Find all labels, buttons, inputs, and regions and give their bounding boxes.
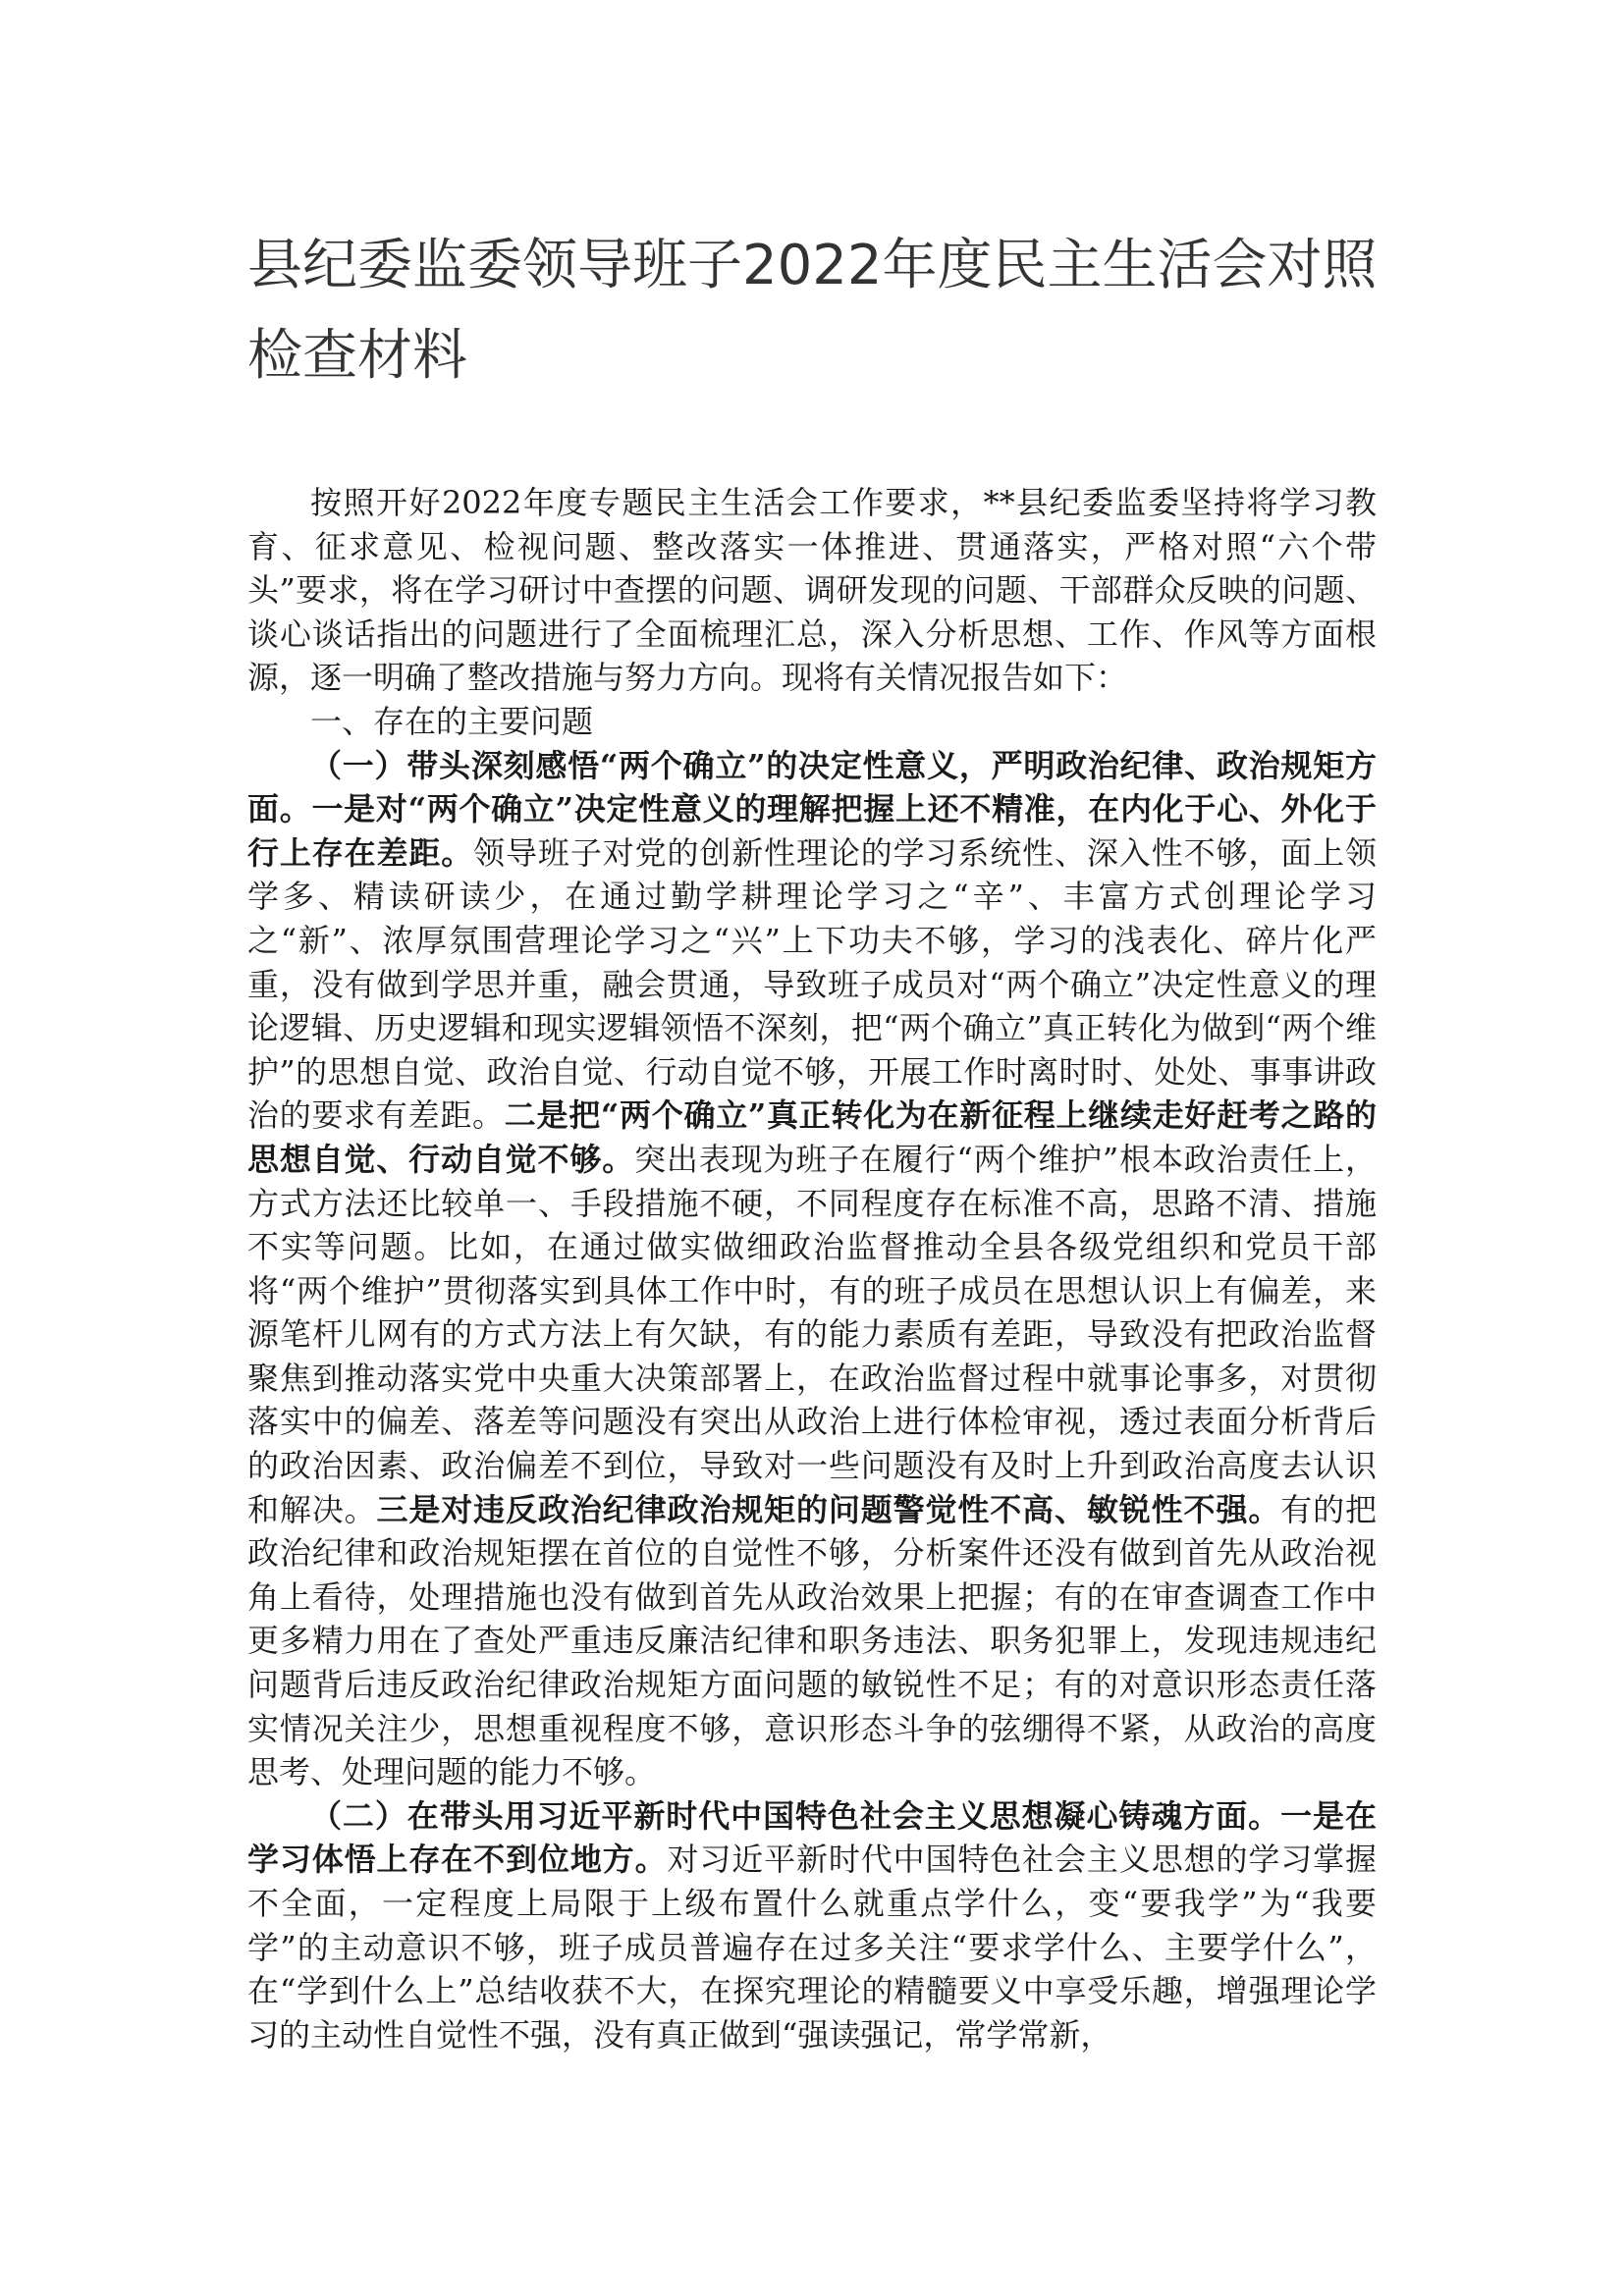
bold-lead: 三是对违反政治纪律政治规矩的问题警觉性不高、敏锐性不强。 <box>376 1490 1281 1528</box>
paragraph-text: 有的把政治纪律和政治规矩摆在首位的自觉性不够，分析案件还没有做到首先从政治视角上看待，处理措施也没有做到首先从政治效果上把握；有的在审查调查工作中更多精力用在了查处严重违反廉洁纪律和职务违法、职务犯罪上，发现违规违纪问题背后违反政治纪律政治规矩方面问题的敏锐性不足；有的对意识形态责任落实情况关注少，思想重视程度不够，意识形态斗争的弦绷得不紧，从政治的高度思考、处理问题的能力不够。 <box>247 1490 1377 1791</box>
section-heading: 一、存在的主要问题 <box>310 702 594 740</box>
bold-lead: （一）带头深刻感悟“两个确立”的决定性意义，严明政治纪律、政治规矩方面。一是对“两个确立”决定性意义的理解把握上还不精准，在内化于心、外化于行上存在差距。 <box>247 746 1377 872</box>
bold-lead: （二）在带头用习近平新时代中国特色社会主义思想凝心铸魂方面。一是在学习体悟上存在不到位地方。 <box>247 1796 1377 1879</box>
document-title: 县纪委监委领导班子2022年度民主生活会对照检查材料 <box>247 234 1378 388</box>
intro-paragraph: 按照开好2022年度专题民主生活会工作要求，**县纪委监委坚持将学习教育、征求意见、检视问题、整改落实一体推进、贯通落实，严格对照“六个带头”要求，将在学习研讨中查摆的问题、调研发现的问题、干部群众反映的问题、谈心谈话指出的问题进行了全面梳理汇总，深入分析思想、工作、作风等方面根源，逐一明确了整改措施与努力方向。现将有关情况报告如下： <box>247 484 1377 697</box>
paragraph-text: 突出表现为班子在履行“两个维护”根本政治责任上，方式方法还比较单一、手段措施不硬，不同程度存在标准不高，思路不清、措施不实等问题。比如，在通过做实做细政治监督推动全县各级党组织和党员干部将“两个维护”贯彻落实到具体工作中时，有的班子成员在思想认识上有偏差，来源笔杆儿网有的方式方法上有欠缺，有的能力素质有差距，导致没有把政治监督聚焦到推动落实党中央重大决策部署上，在政治监督过程中就事论事多，对贯彻落实中的偏差、落差等问题没有突出从政治上进行体检审视，透过表面分析背后的政治因素、政治偏差不到位，导致对一些问题没有及时上升到政治高度去认识和解决。 <box>247 1140 1377 1528</box>
paragraph-text: 对习近平新时代中国特色社会主义思想的学习掌握不全面，一定程度上局限于上级布置什么就重点学什么，变“要我学”为“我要学”的主动意识不够，班子成员普遍存在过多关注“要求学什么、主要学什么”，在“学到什么上”总结收获不大，在探究理论的精髓要义中享受乐趣，增强理论学习的主动性自觉性不强，没有真正做到“强读强记，常学常新， <box>247 1841 1377 2054</box>
bold-lead: 二是把“两个确立”真正转化为在新征程上继续走好赶考之路的思想自觉、行动自觉不够。 <box>247 1096 1377 1178</box>
paragraph-text: 领导班子对党的创新性理论的学习系统性、深入性不够，面上领学多、精读研读少，在通过勤学耕理论学习之“辛”、丰富方式创理论学习之“新”、浓厚氛围营理论学习之“兴”上下功夫不够，学习的浅表化、碎片化严重，没有做到学思并重，融会贯通，导致班子成员对“两个确立”决定性意义的理论逻辑、历史逻辑和现实逻辑领悟不深刻，把“两个确立”真正转化为做到“两个维护”的思想自觉、政治自觉、行动自觉不够，开展工作时离时时、处处、事事讲政治的要求有差距。 <box>247 833 1377 1135</box>
problem-paragraph-2 <box>247 1794 1377 2057</box>
problem-paragraph-1 <box>247 744 1377 1794</box>
document-body <box>247 481 1377 2056</box>
